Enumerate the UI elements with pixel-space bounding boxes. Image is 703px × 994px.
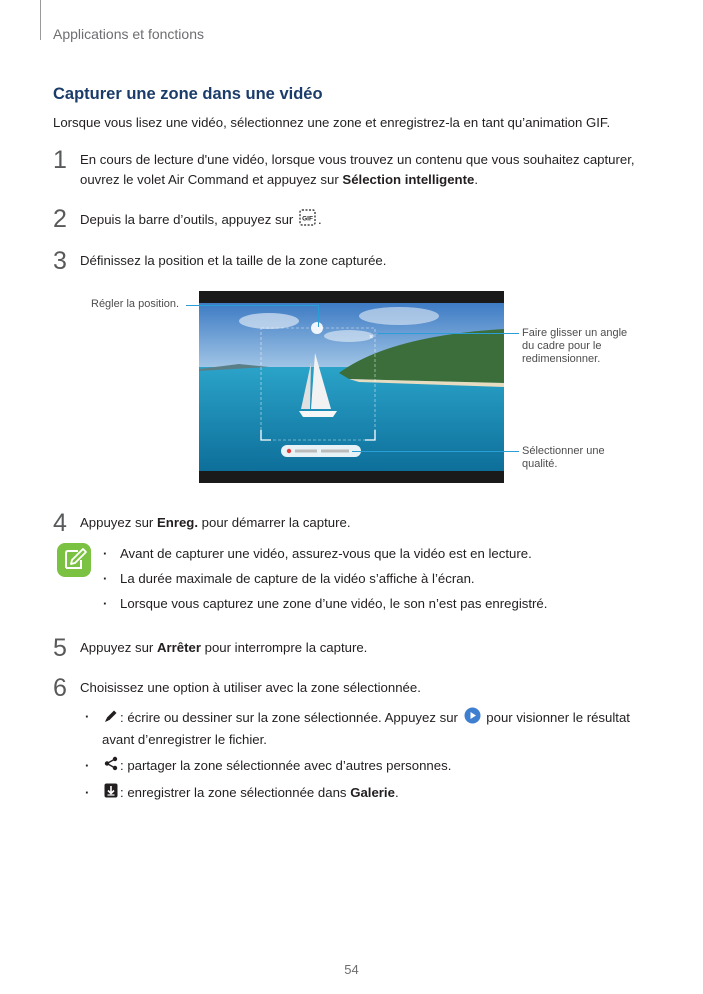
list-item: · La durée maximale de capture de la vidéo s’affiche à l’écran. xyxy=(103,569,547,589)
step-6-text: Choisissez une option à utiliser avec la zone sélectionnée. xyxy=(80,680,421,695)
step-number: 2 xyxy=(53,205,67,233)
page-number: 54 xyxy=(344,962,359,977)
step-1-line2: ouvrez le volet Air Command et appuyez sur Sélection intelligente. xyxy=(80,172,478,187)
page-title: Capturer une zone dans une vidéo xyxy=(53,85,323,103)
callout-quality: Sélectionner une qualité. xyxy=(522,445,605,470)
share-icon xyxy=(104,756,118,777)
step-4-text: Appuyez sur Enreg. pour démarrer la capture. xyxy=(80,515,351,530)
video-screenshot xyxy=(199,291,504,483)
leader-line xyxy=(352,451,519,452)
step-number: 4 xyxy=(53,509,67,537)
option-list xyxy=(85,707,630,804)
callout-position: Régler la position. xyxy=(91,298,180,310)
section-header: Applications et fonctions xyxy=(53,26,204,42)
step-number: 1 xyxy=(53,146,67,174)
leader-line xyxy=(186,305,319,306)
step-number: 6 xyxy=(53,674,67,702)
note-icon xyxy=(57,543,91,577)
list-item: · : écrire ou dessiner sur la zone sélectionnée. Appuyez sur pour visionner le résultat avant d’enregistrer le fichier. xyxy=(85,707,630,750)
list-item: · : enregistrer la zone sélectionnée dans Galerie. xyxy=(85,783,630,804)
step-5-text: Appuyez sur Arrêter pour interrompre la capture. xyxy=(80,640,368,655)
download-icon xyxy=(104,783,118,804)
intro-text: Lorsque vous lisez une vidéo, sélectionnez une zone et enregistrez-la en tant qu’animation GIF. xyxy=(53,115,611,130)
list-item: · : partager la zone sélectionnée avec d’autres personnes. xyxy=(85,756,630,777)
sidebar-line xyxy=(40,0,41,40)
leader-line xyxy=(318,305,319,327)
step-number: 3 xyxy=(53,247,67,275)
step-number: 5 xyxy=(53,634,67,662)
list-item: · Avant de capturer une vidéo, assurez-vous que la vidéo est en lecture. xyxy=(103,544,547,564)
note-list xyxy=(103,544,547,614)
step-2-text: Depuis la barre d’outils, appuyez sur GIF . xyxy=(80,209,322,232)
step-3-text: Définissez la position et la taille de la zone capturée. xyxy=(80,253,387,268)
pen-icon xyxy=(104,708,118,729)
step-1-line1: En cours de lecture d'une vidéo, lorsque vous trouvez un contenu que vous souhaitez capturer, xyxy=(80,152,635,167)
step-1-text xyxy=(80,150,635,190)
callout-resize: Faire glisser un angle du cadre pour le redimensionner. xyxy=(522,327,628,365)
svg-text:GIF: GIF xyxy=(302,215,313,223)
leader-line xyxy=(378,333,519,334)
list-item: · Lorsque vous capturez une zone d’une vidéo, le son n’est pas enregistré. xyxy=(103,594,547,614)
svg-text:×: × xyxy=(369,334,374,341)
gif-icon xyxy=(299,209,316,232)
play-icon xyxy=(464,707,481,730)
